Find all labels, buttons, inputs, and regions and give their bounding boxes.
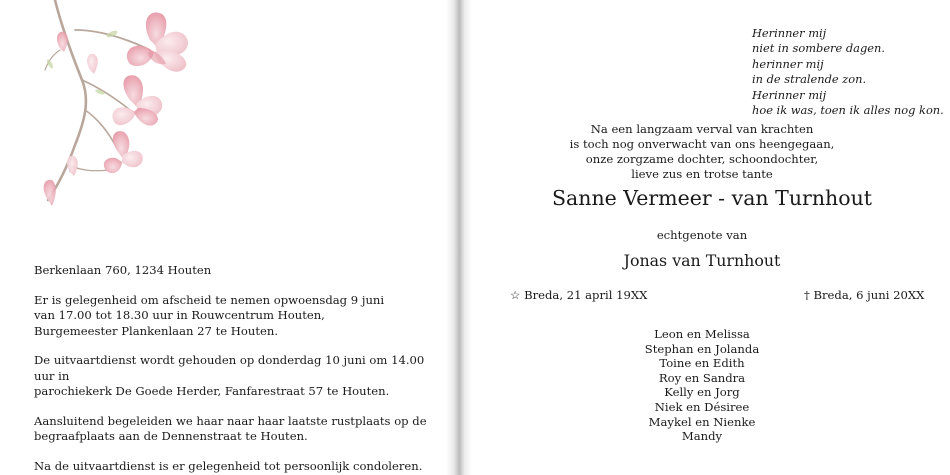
burial-paragraph: Aansluitend begeleiden we haar naar haar laatste rustplaats op de begraafplaats aan de Dennenstraat te Houten. — [34, 413, 427, 443]
family-member: Roy en Sandra — [658, 370, 746, 385]
family-member: Maykel en Nienke — [648, 414, 756, 429]
birth-info: ☆ Breda, 21 april 19XX — [510, 288, 648, 302]
deceased-name: Sanne Vermeer - van Turnhout — [551, 186, 873, 210]
poem-line: herinner mij — [752, 56, 824, 71]
spouse-label: echtgenote van — [656, 228, 748, 242]
intro-line: onze zorgzame dochter, schoondochter, — [585, 152, 819, 166]
death-info: † Breda, 6 juni 20XX — [804, 288, 925, 302]
poem-line: niet in sombere dagen. — [752, 41, 885, 56]
intro-line: lieve zus en trotse tante — [631, 167, 773, 181]
family-member: Niek en Désiree — [654, 399, 750, 414]
spouse-name: Jonas van Turnhout — [623, 251, 781, 270]
poem-line: in de stralende zon. — [752, 72, 867, 87]
announcement-intro — [552, 122, 852, 182]
family-member: Toine en Edith — [659, 356, 745, 371]
funeral-details — [34, 263, 434, 475]
poem — [752, 26, 944, 118]
service-paragraph: De uitvaartdienst wordt gehouden op donderdag 10 juni om 14.00 uur in parochiekerk De Goede Herder, Fanfarestraat 57 te Houten. — [34, 353, 425, 398]
left-page — [0, 0, 455, 475]
poem-line: Herinner mij — [752, 87, 827, 102]
poem-line: hoe ik was, toen ik alles nog kon. — [752, 103, 944, 118]
family-member: Stephan en Jolanda — [644, 341, 760, 356]
family-list — [602, 327, 802, 444]
right-page — [472, 0, 950, 475]
card-fold-shadow — [446, 0, 472, 475]
intro-line: Na een langzaam verval van krachten — [590, 122, 814, 136]
magnolia-branch-illustration — [30, 0, 210, 235]
viewing-paragraph: Er is gelegenheid om afscheid te nemen opwoensdag 9 juni van 17.00 tot 18.30 uur in Rouwcentrum Houten, Burgemeester Plankenlaan 27 te Houten. — [34, 292, 385, 338]
family-member: Kelly en Jorg — [664, 385, 740, 400]
condolence-paragraph: Na de uitvaartdienst is er gelegenheid tot persoonlijk condoleren. — [34, 458, 423, 473]
poem-line: Herinner mij — [752, 26, 827, 40]
address: Berkenlaan 760, 1234 Houten — [34, 263, 212, 277]
family-member: Leon en Melissa — [654, 327, 750, 341]
family-member: Mandy — [681, 429, 723, 444]
intro-line: is toch nog onverwacht van ons heengegaan, — [569, 137, 835, 151]
